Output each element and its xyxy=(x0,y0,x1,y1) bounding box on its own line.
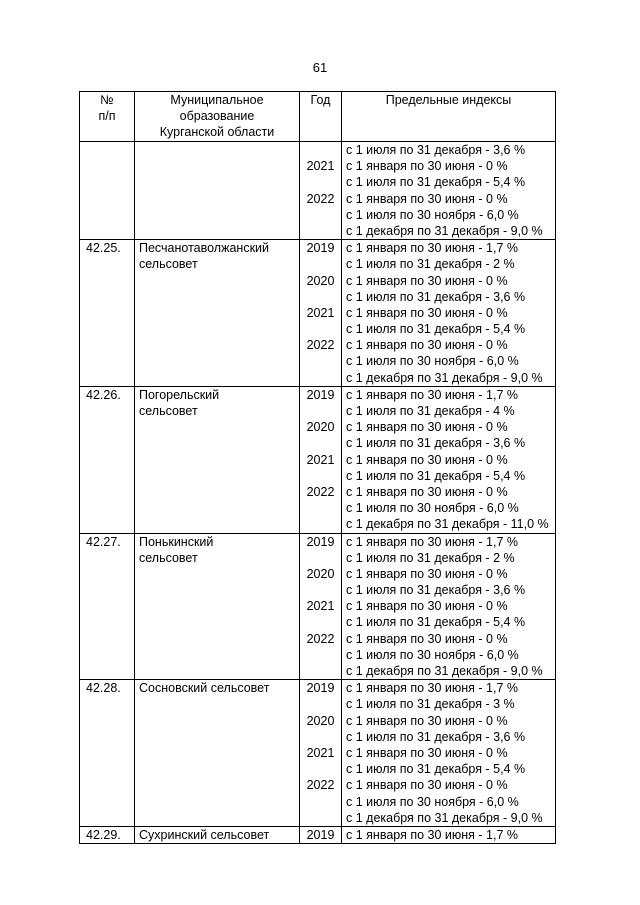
cell-indices-line: с 1 января по 30 июня - 1,7 % xyxy=(346,534,518,549)
cell-indices-line: с 1 января по 30 июня - 0 % xyxy=(346,484,508,499)
cell-year-line xyxy=(300,500,341,516)
cell-year xyxy=(300,533,342,680)
cell-year-line xyxy=(300,174,341,190)
tariff-index-table xyxy=(79,91,556,844)
cell-indices-line: с 1 декабря по 31 декабря - 9,0 % xyxy=(346,223,543,238)
cell-year-line: 2022 xyxy=(306,338,335,353)
cell-year-line xyxy=(300,321,341,337)
cell-indices-line: с 1 июля по 31 декабря - 2 % xyxy=(346,257,515,272)
cell-municipality xyxy=(135,680,300,827)
cell-year-line xyxy=(300,647,341,663)
cell-year-line xyxy=(300,516,341,532)
cell-year-line xyxy=(300,810,341,826)
cell-year-line: 2019 xyxy=(306,241,335,256)
cell-indices-line: с 1 декабря по 31 декабря - 11,0 % xyxy=(346,517,549,532)
cell-indices xyxy=(342,826,556,843)
table-row xyxy=(80,533,556,680)
cell-year xyxy=(300,240,342,387)
header-municipality: Муниципальное образование Курганской области xyxy=(135,92,300,142)
cell-year-line xyxy=(300,696,341,712)
cell-indices-line: с 1 июля по 31 декабря - 3,6 % xyxy=(346,436,526,451)
cell-municipality-line: Сухринский сельсовет xyxy=(139,827,270,842)
cell-indices-line: с 1 июля по 31 декабря - 5,4 % xyxy=(346,615,526,630)
cell-year-line xyxy=(300,614,341,630)
cell-indices-line: с 1 января по 30 июня - 0 % xyxy=(346,745,508,760)
cell-indices-line: с 1 июля по 31 декабря - 3,6 % xyxy=(346,729,526,744)
cell-year-line xyxy=(300,435,341,451)
cell-indices-line: с 1 января по 30 июня - 0 % xyxy=(346,599,508,614)
cell-indices-line: с 1 июля по 31 декабря - 3 % xyxy=(346,697,515,712)
cell-number xyxy=(80,240,135,387)
cell-year xyxy=(300,826,342,843)
cell-year-line xyxy=(300,223,341,239)
cell-number-line: 42.25. xyxy=(86,241,121,256)
cell-indices xyxy=(342,680,556,827)
cell-indices-line: с 1 июля по 30 ноября - 6,0 % xyxy=(346,354,519,369)
cell-indices-line: с 1 июля по 30 ноября - 6,0 % xyxy=(346,207,519,222)
cell-indices-line: с 1 июля по 31 декабря - 4 % xyxy=(346,404,515,418)
cell-number-line xyxy=(86,142,134,158)
cell-indices-line: с 1 января по 30 июня - 1,7 % xyxy=(346,387,518,402)
cell-indices-line: с 1 июля по 31 декабря - 5,4 % xyxy=(346,175,526,190)
cell-indices-line: с 1 января по 30 июня - 0 % xyxy=(346,159,508,174)
cell-municipality xyxy=(135,386,300,533)
cell-year-line xyxy=(300,663,341,679)
cell-indices-line: с 1 декабря по 31 декабря - 9,0 % xyxy=(346,810,543,825)
cell-year-line: 2020 xyxy=(306,273,335,288)
table-row xyxy=(80,826,556,843)
cell-number xyxy=(80,142,135,240)
cell-indices-line: с 1 июля по 31 декабря - 3,6 % xyxy=(346,583,526,598)
cell-year-line xyxy=(300,370,341,386)
cell-year-line xyxy=(300,761,341,777)
cell-year-line: 2019 xyxy=(306,387,335,402)
cell-indices-line: с 1 января по 30 июня - 0 % xyxy=(346,191,508,206)
cell-number xyxy=(80,680,135,827)
cell-number-line: 42.27. xyxy=(86,534,121,549)
table-row xyxy=(80,680,556,827)
cell-year-line: 2019 xyxy=(306,534,335,549)
cell-year-line: 2021 xyxy=(306,159,335,174)
cell-year-line: 2020 xyxy=(306,420,335,435)
cell-municipality-line: Понькинский xyxy=(139,534,214,549)
table-row xyxy=(80,240,556,387)
cell-indices-line: с 1 января по 30 июня - 0 % xyxy=(346,452,508,467)
table-body xyxy=(80,142,556,844)
cell-year-line: 2021 xyxy=(306,745,335,760)
cell-municipality-line: сельсовет xyxy=(139,257,198,272)
cell-year-line xyxy=(300,729,341,745)
cell-municipality xyxy=(135,240,300,387)
header-indices: Предельные индексы xyxy=(342,92,556,142)
cell-year xyxy=(300,386,342,533)
cell-year xyxy=(300,142,342,240)
cell-indices-line: с 1 января по 30 июня - 1,7 % xyxy=(346,241,518,256)
cell-indices-line: с 1 июля по 30 ноября - 6,0 % xyxy=(346,501,519,516)
cell-municipality-line: Сосновский сельсовет xyxy=(139,681,270,696)
cell-year-line xyxy=(300,468,341,484)
cell-indices xyxy=(342,386,556,533)
cell-indices-line: с 1 июля по 31 декабря - 5,4 % xyxy=(346,468,526,483)
cell-indices-line: с 1 января по 30 июня - 0 % xyxy=(346,631,508,646)
cell-indices-line: с 1 января по 30 июня - 0 % xyxy=(346,420,508,435)
cell-year-line: 2021 xyxy=(306,599,335,614)
cell-indices-line: с 1 июля по 31 декабря - 5,4 % xyxy=(346,762,526,777)
cell-year-line: 2020 xyxy=(306,713,335,728)
cell-municipality xyxy=(135,142,300,240)
cell-year-line: 2022 xyxy=(306,484,335,499)
cell-municipality-line: сельсовет xyxy=(139,550,198,565)
cell-indices-line: с 1 июля по 30 ноября - 6,0 % xyxy=(346,647,519,662)
cell-year xyxy=(300,680,342,827)
cell-year-line xyxy=(300,289,341,305)
page-number: 61 xyxy=(312,60,328,75)
cell-indices-line: с 1 июля по 31 декабря - 5,4 % xyxy=(346,322,526,337)
cell-municipality xyxy=(135,826,300,843)
cell-indices xyxy=(342,533,556,680)
cell-year-line xyxy=(300,582,341,598)
header-number: № п/п xyxy=(80,92,135,142)
cell-year-line xyxy=(300,794,341,810)
cell-municipality-line: Погорельский xyxy=(139,387,220,402)
cell-year-line xyxy=(300,256,341,272)
cell-year-line xyxy=(300,207,341,223)
cell-indices-line: с 1 января по 30 июня - 0 % xyxy=(346,305,508,320)
header-year: Год xyxy=(300,92,342,142)
cell-year-line xyxy=(300,403,341,419)
cell-year-line: 2021 xyxy=(306,305,335,320)
cell-indices-line: с 1 января по 30 июня - 0 % xyxy=(346,273,508,288)
cell-number xyxy=(80,826,135,843)
cell-municipality-line: Песчанотаволжанский xyxy=(139,241,269,256)
cell-indices-line: с 1 декабря по 31 декабря - 9,0 % xyxy=(346,664,543,678)
cell-year-line: 2019 xyxy=(306,681,335,696)
cell-municipality xyxy=(135,533,300,680)
cell-number-line: 42.29. xyxy=(86,827,121,842)
cell-number xyxy=(80,533,135,680)
cell-indices-line: с 1 января по 30 июня - 0 % xyxy=(346,778,508,793)
cell-municipality-line: сельсовет xyxy=(139,404,198,418)
cell-number-line: 42.28. xyxy=(86,681,121,696)
cell-year-line: 2021 xyxy=(306,452,335,467)
cell-indices-line: с 1 января по 30 июня - 0 % xyxy=(346,713,508,728)
table-header-row xyxy=(80,92,556,142)
cell-year-line: 2020 xyxy=(306,566,335,581)
cell-year-line: 2022 xyxy=(306,778,335,793)
cell-indices xyxy=(342,240,556,387)
cell-year-line: 2022 xyxy=(306,631,335,646)
cell-number-line: 42.26. xyxy=(86,387,121,402)
cell-year-line: 2019 xyxy=(306,827,335,842)
cell-year-line xyxy=(300,142,341,158)
table-row xyxy=(80,142,556,240)
cell-indices-line: с 1 июля по 31 декабря - 3,6 % xyxy=(346,289,526,304)
cell-indices xyxy=(342,142,556,240)
cell-year-line xyxy=(300,550,341,566)
cell-indices-line: с 1 января по 30 июня - 0 % xyxy=(346,566,508,581)
cell-indices-line: с 1 декабря по 31 декабря - 9,0 % xyxy=(346,370,543,385)
cell-indices-line: с 1 июля по 31 декабря - 3,6 % xyxy=(346,143,526,157)
cell-indices-line: с 1 января по 30 июня - 1,7 % xyxy=(346,827,518,842)
table-row xyxy=(80,386,556,533)
cell-year-line xyxy=(300,353,341,369)
cell-year-line: 2022 xyxy=(306,191,335,206)
cell-indices-line: с 1 января по 30 июня - 1,7 % xyxy=(346,681,518,696)
cell-indices-line: с 1 июля по 31 декабря - 2 % xyxy=(346,550,515,565)
cell-number xyxy=(80,386,135,533)
cell-indices-line: с 1 января по 30 июня - 0 % xyxy=(346,338,508,353)
cell-indices-line: с 1 июля по 30 ноября - 6,0 % xyxy=(346,794,519,809)
